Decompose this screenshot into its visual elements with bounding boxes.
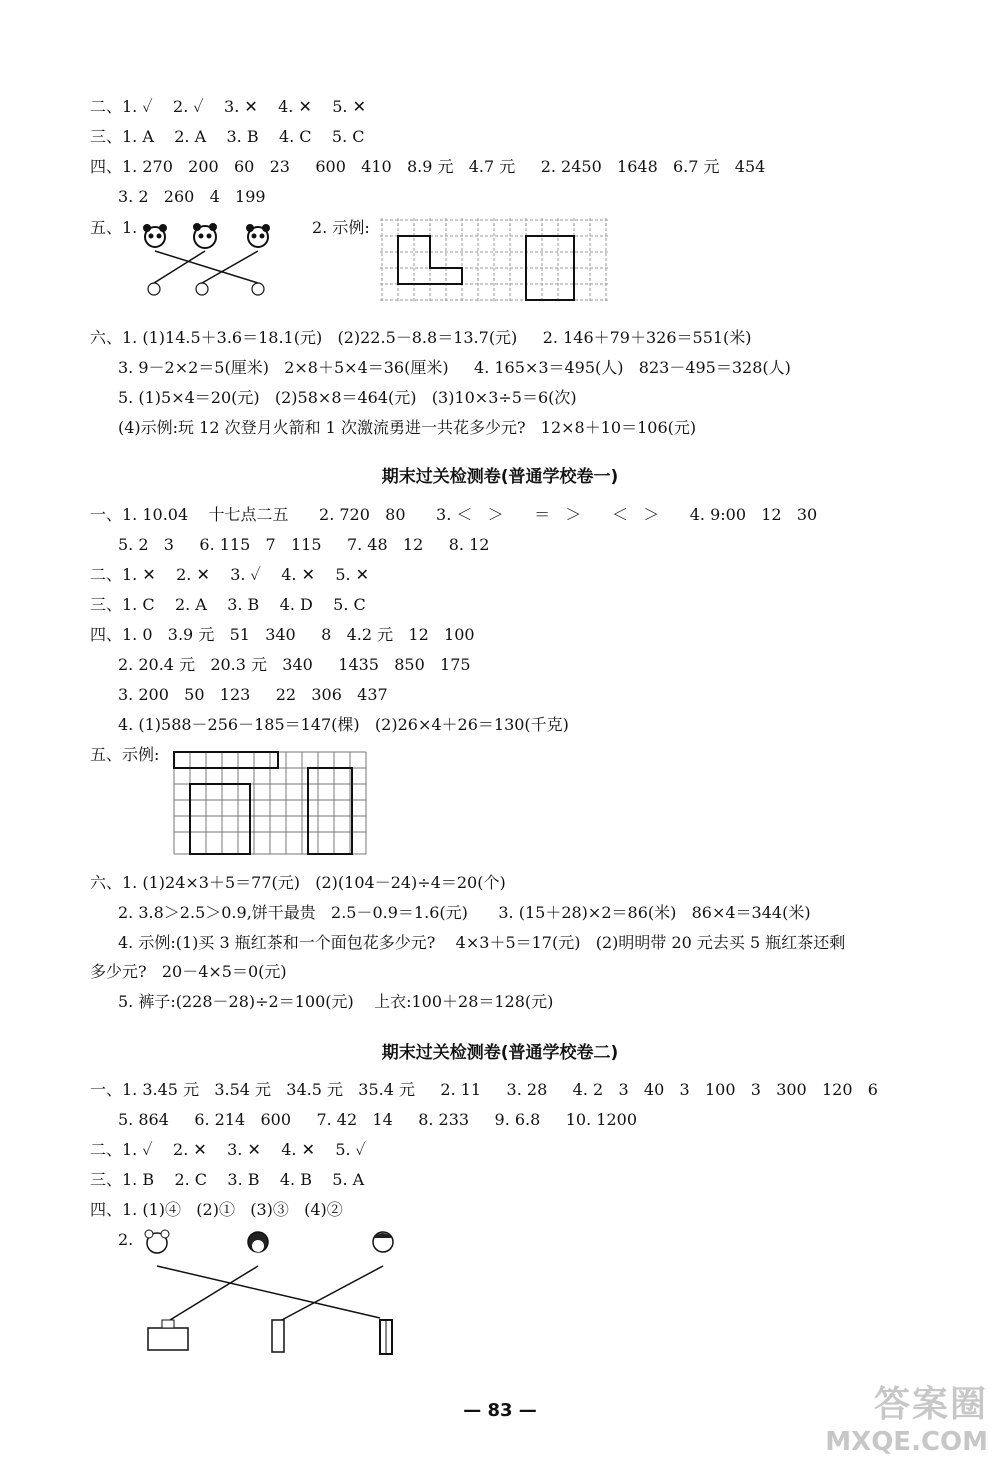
answer-line: 二、1. ✕ 2. ✕ 3. ✓ 4. ✕ 5. ✕ — [90, 565, 370, 584]
answer-line: 四、1. 0 3.9 元 51 340 8 4.2 元 12 100 — [90, 625, 475, 644]
watermark-text: 答案圈 — [873, 1384, 988, 1425]
section-heading: 期末过关检测卷(普通学校卷二) — [381, 1043, 619, 1063]
section-heading: 期末过关检测卷(普通学校卷一) — [381, 467, 619, 487]
answer-line: 3. 2 260 4 199 — [118, 187, 266, 206]
page-number: — 83 — — [463, 1400, 537, 1421]
answer-line: 二、1. ✓ 2. ✕ 3. ✕ 4. ✕ 5. ✓ — [90, 1140, 366, 1159]
answer-line: 三、1. B 2. C 3. B 4. B 5. A — [90, 1170, 365, 1189]
grid-figure-rectangles — [172, 750, 368, 856]
child-icon — [196, 283, 208, 295]
answer-line: 三、1. C 2. A 3. B 4. D 5. C — [90, 595, 366, 614]
answer-line: 多少元? 20－4×5＝0(元) — [90, 962, 287, 981]
child-icon — [252, 283, 264, 295]
panda-icon — [246, 224, 270, 247]
answer-line: 五、示例: — [90, 745, 160, 764]
answer-line: 5. (1)5×4＝20(元) (2)58×8＝464(元) (3)10×3÷5＝6(次) — [118, 388, 577, 407]
child-icon — [148, 283, 160, 295]
matching-figure-pandas — [140, 215, 280, 300]
panda-icon — [193, 223, 217, 248]
box-icon — [148, 1320, 188, 1350]
answer-line: 二、1. ✓ 2. ✓ 3. ✕ 4. ✕ 5. ✕ — [90, 97, 366, 116]
answer-line: 2. — [118, 1230, 134, 1249]
answer-line: 4. (1)588－256－185＝147(棵) (2)26×4＋26＝130(千克) — [118, 715, 569, 734]
watermark-url: MXQE.COM — [825, 1427, 988, 1457]
answer-line: 5. 864 6. 214 600 7. 42 14 8. 233 9. 6.8 10. 1200 — [118, 1110, 637, 1129]
answer-line: 5. 裤子:(228－28)÷2＝100(元) 上衣:100＋28＝128(元) — [118, 992, 554, 1011]
answer-line: 五、1. — [90, 218, 138, 237]
answer-line: 六、1. (1)14.5＋3.6＝18.1(元) (2)22.5－8.8＝13.7(元) 2. 146＋79＋326＝551(米) — [90, 328, 752, 347]
answer-line: 三、1. A 2. A 3. B 4. C 5. C — [90, 127, 365, 146]
boy-icon — [373, 1232, 393, 1252]
girl-icon — [248, 1232, 268, 1252]
answer-line: 2. 3.8＞2.5＞0.9,饼干最贵 2.5－0.9＝1.6(元) 3. (15＋28)×2＝86(米) 86×4＝344(米) — [118, 903, 811, 922]
answer-line: 3. 9－2×2＝5(厘米) 2×8＋5×4＝36(厘米) 4. 165×3＝495(人) 823－495＝328(人) — [118, 358, 791, 377]
answer-line: 一、1. 3.45 元 3.54 元 34.5 元 35.4 元 2. 11 3. 28 4. 2 3 40 3 100 3 300 120 6 — [90, 1080, 878, 1099]
answer-line: 5. 2 3 6. 115 7 115 7. 48 12 8. 12 — [118, 535, 490, 554]
answer-line: (4)示例:玩 12 次登月火箭和 1 次激流勇进一共花多少元? 12×8＋10＝106(元) — [118, 418, 697, 437]
answer-line: 2. 20.4 元 20.3 元 340 1435 850 175 — [118, 655, 471, 674]
animal-icon — [145, 1230, 169, 1253]
tall-box-icon — [272, 1320, 284, 1352]
answer-line: 四、1. 270 200 60 23 600 410 8.9 元 4.7 元 2. 2450 1648 6.7 元 454 — [90, 157, 766, 176]
prism-icon — [380, 1320, 392, 1354]
answer-line: 3. 200 50 123 22 306 437 — [118, 685, 388, 704]
answer-line: 六、1. (1)24×3＋5＝77(元) (2)(104－24)÷4＝20(个) — [90, 873, 506, 892]
answer-line: 四、1. (1)④ (2)① (3)③ (4)② — [90, 1200, 343, 1219]
answer-line: 一、1. 10.04 十七点二五 2. 720 80 3. ＜ ＞ ＝ ＞ ＜ ＞ 4. 9:00 12 30 — [90, 505, 818, 524]
grid-figure-shapes — [380, 218, 612, 302]
answer-line: 4. 示例:(1)买 3 瓶红茶和一个面包花多少元? 4×3＋5＝17(元) (2)明明带 20 元去买 5 瓶红茶还剩 — [118, 933, 846, 952]
watermark — [825, 1376, 988, 1457]
answer-line: 2. 示例: — [312, 218, 370, 237]
matching-figure-animals-objects — [140, 1228, 410, 1358]
panda-icon — [143, 224, 167, 247]
